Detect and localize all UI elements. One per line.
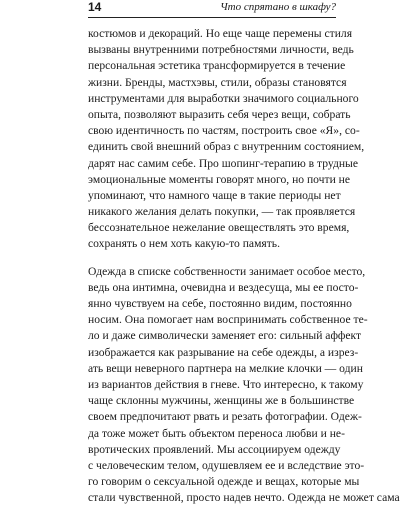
text-line: вротических проявлений. Мы ассоциируем одежду: [88, 442, 341, 456]
running-head: [88, 0, 336, 18]
text-line: костюмов и декораций. Но еще чаще перемены стиля: [88, 27, 353, 40]
text-line: из вариантов действия в гневе. Что интересно, к такому: [88, 377, 364, 391]
text-line: ать вещи неверного партнера на мелкие клочки — один: [88, 361, 363, 375]
text-line: да тоже может быть объектом переноса любви и не-: [88, 426, 345, 440]
text-line: свою идентичность по частям, построить свое «Я», со-: [88, 124, 360, 138]
text-line: персональная эстетика трансформируется в течение: [88, 59, 346, 73]
text-line: бессознательное нежелание овеществлять это время,: [88, 221, 350, 235]
paragraph-2: [88, 264, 400, 506]
text-line: янно чувствуем на себе, постоянно видим, постоянно: [88, 297, 352, 310]
text-line: дарят нас самим себе. Про шопинг-терапию в трудные: [88, 156, 358, 170]
text-line: единить свой внешний образ с внутренним состоянием,: [88, 140, 365, 154]
text-line: сохранять о нем хоть какую-то память.: [88, 237, 280, 251]
text-line: ведь она интимна, очевидна и вездесуща, мы ее посто-: [88, 280, 359, 294]
text-line: своем предпочитают рвать и резать фотографии. Одеж-: [88, 410, 362, 424]
text-line: носим. Она помогает нам воспринимать собственное те-: [88, 313, 368, 327]
text-line: стали чувственной, просто надев нечто. Одежда не может сама: [88, 491, 400, 505]
text-line: упоминают, что намного чаще в такие периоды нет: [88, 188, 341, 202]
body-text: [88, 26, 400, 506]
text-line: эмоциональные моменты говорят много, но почти не: [88, 172, 351, 186]
text-line: го говорим о сексуальной одежде и вещах, которые мы: [88, 475, 360, 489]
page-number: 14: [88, 0, 102, 14]
text-line: с человеческим телом, одушевляем ее и вследствие это-: [88, 458, 365, 472]
text-line: опыта, позволяют выразить себя через вещи, собрать: [88, 107, 351, 121]
text-line: изображается как разрывание на себе одежды, а изрез-: [88, 345, 359, 359]
text-line: жизни. Бренды, мастхэвы, стили, образы становятся: [88, 75, 347, 89]
text-line: вызваны внутренними потребностями личности, ведь: [88, 43, 354, 57]
text-line: чаще склонны мужчины, женщины же в большинстве: [88, 394, 355, 408]
text-line: ло и даже символически заменяет его: сильный аффект: [88, 329, 362, 343]
chapter-title: Что спрятано в шкафу?: [220, 1, 336, 13]
text-line: инструментами для выработки значимого социального: [88, 91, 359, 105]
text-line: Одежда в списке собственности занимает особое место,: [88, 264, 366, 278]
paragraph-1: [88, 26, 365, 253]
text-line: никакого желания делать покупки, — так проявляется: [88, 205, 356, 219]
